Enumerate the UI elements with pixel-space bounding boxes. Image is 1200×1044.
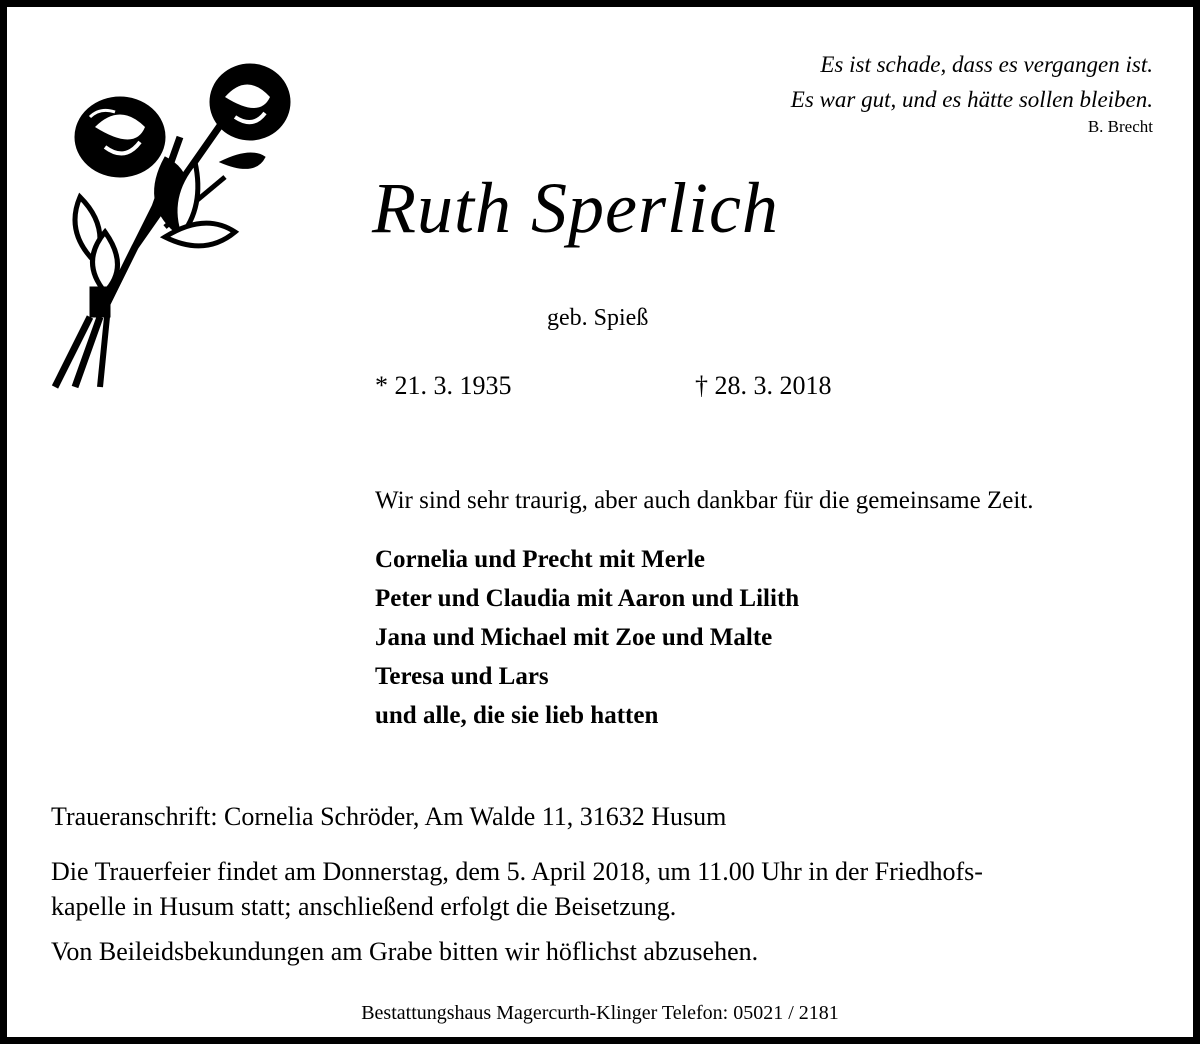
born-name: geb. Spieß — [547, 305, 649, 331]
deceased-name: Ruth Sperlich — [372, 168, 779, 248]
ceremony-line-2: kapelle in Husum statt; anschließend erfolgt die Beisetzung. — [51, 892, 677, 921]
funeral-home: Bestattungshaus Magercurth-Klinger Telefon: 05021 / 2181 — [361, 1002, 839, 1024]
quote — [791, 47, 1153, 117]
family-member: und alle, die sie lieb hatten — [375, 702, 659, 729]
quote-author: B. Brecht — [1087, 117, 1153, 136]
family-member: Teresa und Lars — [375, 663, 549, 690]
death-date: † 28. 3. 2018 — [695, 371, 832, 400]
family-member: Cornelia und Precht mit Merle — [375, 546, 706, 573]
family-member: Peter und Claudia mit Aaron und Lilith — [375, 585, 800, 612]
mourning-message: Wir sind sehr traurig, aber auch dankbar für die gemeinsame Zeit. — [375, 487, 1034, 514]
birth-date: * 21. 3. 1935 — [375, 371, 512, 400]
ceremony-line-1: Die Trauerfeier findet am Donnerstag, dem 5. April 2018, um 11.00 Uhr in der Friedhofs- — [51, 857, 983, 886]
roses-icon — [45, 57, 305, 397]
ceremony-info — [51, 854, 1171, 924]
quote-line-1: Es ist schade, dass es vergangen ist. — [820, 52, 1153, 77]
mourning-address: Traueranschrift: Cornelia Schröder, Am Walde 11, 31632 Husum — [51, 802, 727, 831]
family-list — [375, 540, 799, 735]
condolence-note: Von Beileidsbekundungen am Grabe bitten wir höflichst abzusehen. — [51, 937, 759, 966]
family-member: Jana und Michael mit Zoe und Malte — [375, 624, 773, 651]
quote-line-2: Es war gut, und es hätte sollen bleiben. — [790, 87, 1153, 112]
